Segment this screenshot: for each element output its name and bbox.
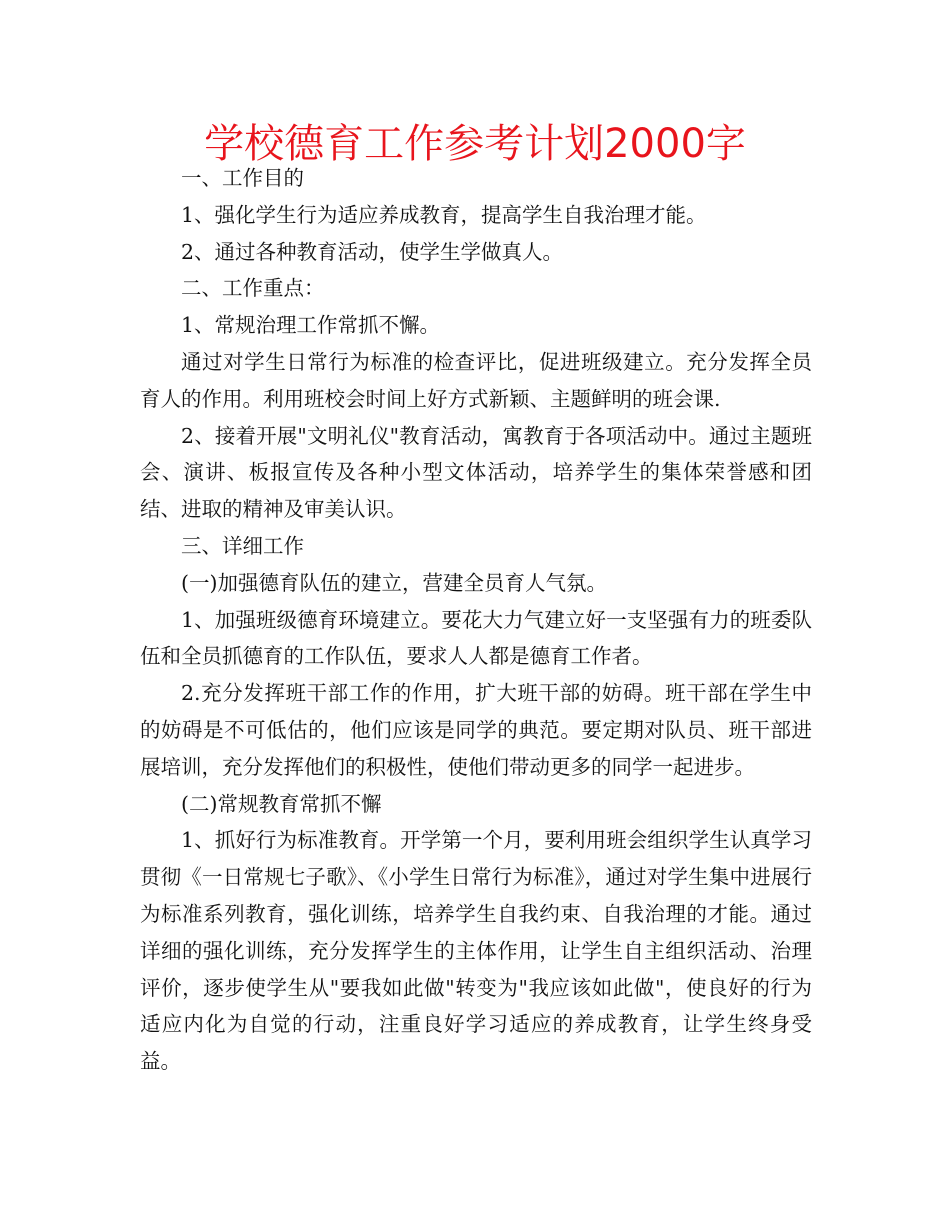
paragraph: 1、强化学生行为适应养成教育，提高学生自我治理才能。 — [181, 202, 707, 227]
subheading: (一)加强德育队伍的建立，营建全员育人气氛。 — [181, 570, 607, 595]
paragraph: 2、接着开展"文明礼仪"教育活动，寓教育于各项活动中。通过主题班会、演讲、板报宣传及各种小型文体活动，培养学生的集体荣誉感和团结、进取的精神及审美认识。 — [140, 423, 812, 522]
paragraph: 1、常规治理工作常抓不懈。 — [181, 313, 441, 338]
paragraph: 2、通过各种教育活动，使学生学做真人。 — [181, 239, 564, 264]
heading-detailed-work: 三、详细工作 — [181, 533, 304, 558]
subheading: (二)常规教育常抓不懈 — [181, 791, 382, 816]
document-title: 学校德育工作参考计划2000字 — [204, 121, 746, 167]
paragraph: 通过对学生日常行为标准的检查评比，促进班级建立。充分发挥全员育人的作用。利用班校会时间上好方式新颖、主题鲜明的班会课. — [140, 349, 812, 411]
paragraph: 2.充分发挥班干部工作的作用，扩大班干部的妨碍。班干部在学生中的妨碍是不可低估的，他们应该是同学的典范。要定期对队员、班干部进展培训，充分发挥他们的积极性，使他们带动更多的同学一起进步。 — [140, 681, 812, 779]
document-body — [140, 160, 812, 1080]
heading-purpose: 一、工作目的 — [181, 166, 304, 190]
paragraph: 1、抓好行为标准教育。开学第一个月，要利用班会组织学生认真学习贯彻《一日常规七子歌》、《小学生日常行为标准》，通过对学生集中进展行为标准系列教育，强化训练，培养学生自我约束、自我治理的才能。通过详细的强化训练，充分发挥学生的主体作用，让学生自主组织活动、治理评价，逐步使学生从"要我如此做"转变为"我应该如此做"，使良好的行为适应内化为自觉的行动，注重良好学习适应的养成教育，让学生终身受益。 — [140, 828, 812, 1074]
heading-focus: 二、工作重点： — [181, 276, 325, 301]
paragraph: 1、加强班级德育环境建立。要花大力气建立好一支坚强有力的班委队伍和全员抓德育的工作队伍，要求人人都是德育工作者。 — [140, 607, 812, 669]
